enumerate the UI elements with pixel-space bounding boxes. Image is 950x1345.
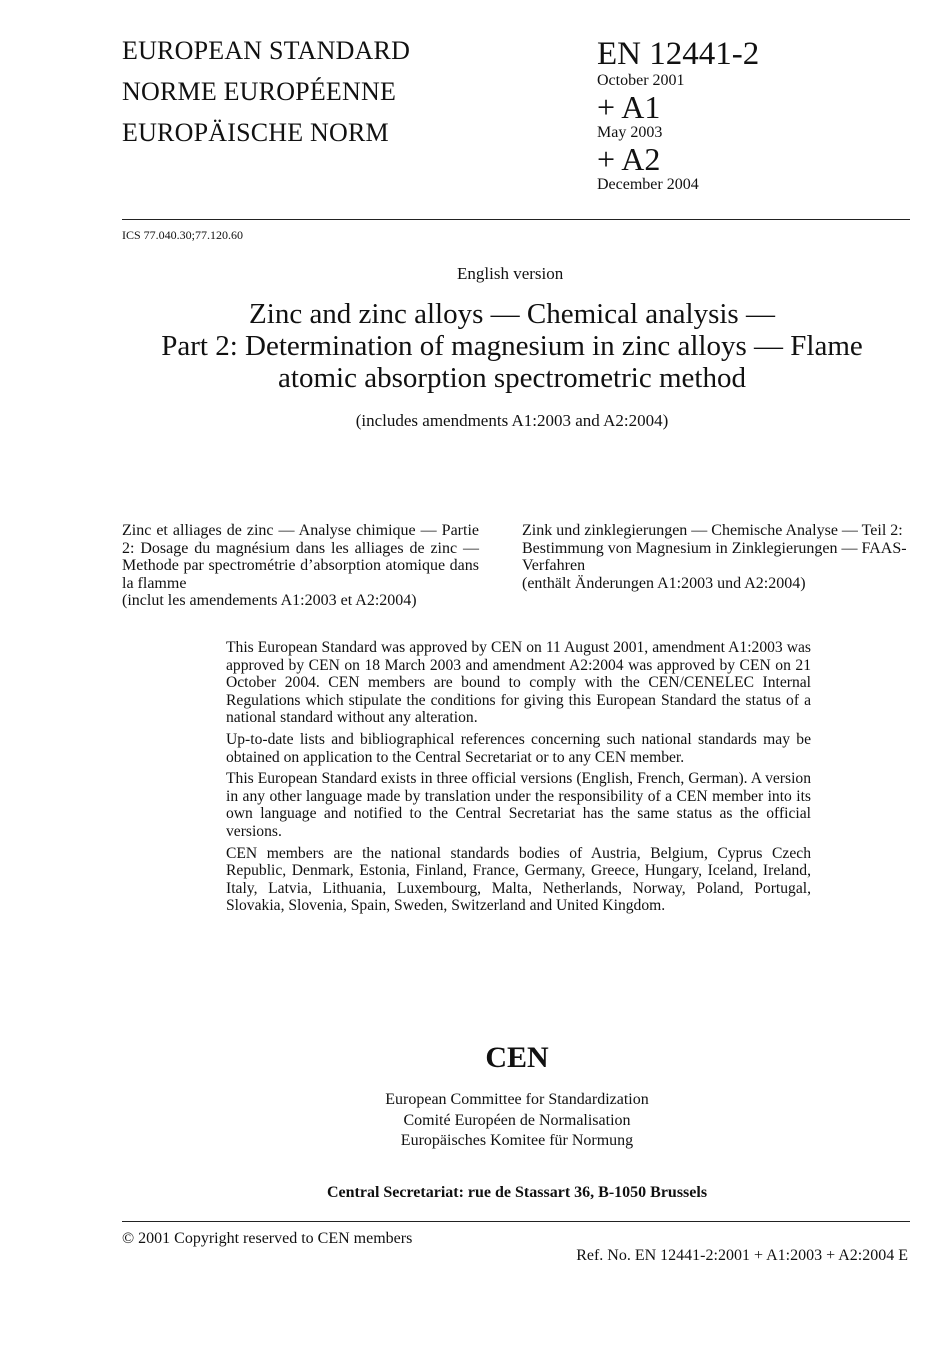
french-title: Zinc et alliages de zinc — Analyse chimique — Partie 2: Dosage du magnésium dans les alliages de zinc — Methode par spectrométrie d’absorption atomique dans la flamme (122, 522, 479, 592)
german-title: Zink und zinklegierungen — Chemische Analyse — Teil 2: Bestimmung von Magnesium in Zinklegierungen — FAAS-Verfahren (522, 522, 907, 574)
reference-number: Ref. No. EN 12441-2:2001 + A1:2003 + A2:2004 E (576, 1247, 908, 1264)
lists-paragraph: Up-to-date lists and bibliographical references concerning such national standards may be obtained on application to the Central Secretariat or to any CEN member. (226, 730, 811, 766)
footer-divider (122, 1221, 910, 1222)
title-line: Zinc and zinc alloys — Chemical analysis — (249, 298, 775, 330)
amendment-2-date: December 2004 (597, 176, 699, 193)
cen-name-english: European Committee for Standardization (385, 1091, 649, 1108)
title-line: atomic absorption spectrometric method (278, 362, 746, 394)
standard-line-german: EUROPÄISCHE NORM (122, 118, 389, 147)
version-label: English version (457, 264, 564, 283)
cen-name-french: Comité Européen de Normalisation (403, 1111, 631, 1129)
ics-code: ICS 77.040.30;77.120.60 (122, 228, 244, 242)
amendment-1: + A1 (597, 89, 661, 125)
standard-designation (122, 30, 410, 153)
versions-paragraph: This European Standard exists in three official versions (English, French, German). A version in any other language made by translation under the responsibility of a CEN member into its own language and notified to the Central Secretariat has the same status as the official versions. (226, 770, 811, 840)
central-secretariat: Central Secretariat: rue de Stassart 36, B-1050 Brussels (326, 1184, 708, 1201)
amendment-1-date: May 2003 (597, 124, 663, 141)
en-date: October 2001 (597, 72, 685, 89)
approval-text (226, 639, 811, 919)
cen-logo-text: CEN (485, 1041, 549, 1074)
german-title-block (522, 522, 907, 592)
french-includes: (inclut les amendements A1:2003 et A2:2004) (122, 592, 417, 609)
cen-names (117, 1090, 917, 1152)
standard-number-block (597, 36, 759, 194)
approval-paragraph: This European Standard was approved by CEN on 11 August 2001, amendment A1:2003 was approved by CEN on 18 March 2003 and amendment A2:2004 was approved by CEN on 21 October 2004. CEN members are bound to comply with the CEN/CENELEC Internal Regulations which stipulate the conditions for giving this European Standard the status of a national standard without any alteration. (226, 639, 811, 727)
includes-amendments: (includes amendments A1:2003 and A2:2004) (355, 411, 669, 430)
en-number: EN 12441-2 (597, 36, 760, 72)
document-title (112, 298, 912, 394)
french-title-block (122, 522, 479, 610)
copyright: © 2001 Copyright reserved to CEN members (122, 1230, 413, 1247)
cen-name-german: Europäisches Komitee für Normung (400, 1132, 634, 1149)
german-includes: (enthält Änderungen A1:2003 und A2:2004) (522, 574, 806, 592)
header-divider (122, 219, 910, 220)
amendment-2: + A2 (597, 141, 661, 177)
members-paragraph: CEN members are the national standards bodies of Austria, Belgium, Cyprus Czech Republic, Denmark, Estonia, Finland, France, Germany, Greece, Hungary, Iceland, Ireland, Italy, Latvia, Lithuania, Luxembourg, Malta, Netherlands, Norway, Poland, Portugal, Slovakia, Slovenia, Spain, Sweden, Switzerland and United Kingdom. (226, 844, 811, 915)
title-line: Part 2: Determination of magnesium in zinc alloys — Flame (161, 330, 863, 362)
standard-line-english: EUROPEAN STANDARD (122, 36, 411, 65)
standard-line-french: NORME EUROPÉENNE (122, 77, 397, 106)
